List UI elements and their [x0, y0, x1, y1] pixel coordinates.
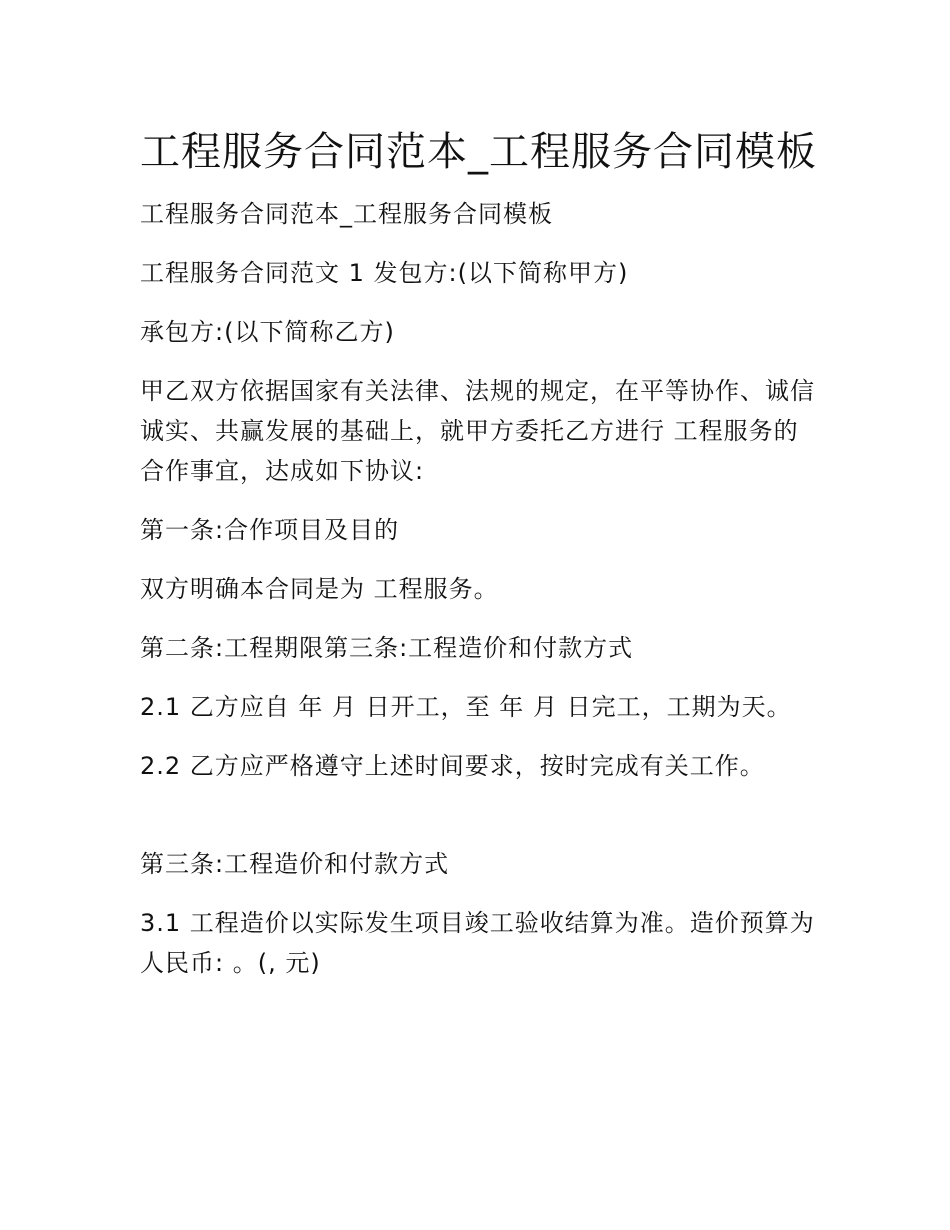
article-2-heading: 第二条:工程期限第三条:工程造价和付款方式: [140, 634, 634, 662]
document-title: 工程服务合同范本_工程服务合同模板: [140, 129, 817, 175]
clause-3-1: 3.1 工程造价以实际发生项目竣工验收结算为准。造价预算为 人民币: 。(, 元): [140, 909, 824, 977]
article-3-heading: 第三条:工程造价和付款方式: [140, 850, 450, 878]
clause-2-1: 2.1 乙方应自 年 月 日开工，至 年 月 日完工，工期为天。: [140, 693, 792, 721]
contractee-party-line: 承包方:(以下简称乙方): [140, 318, 395, 346]
article-1-body: 双方明确本合同是为 工程服务。: [140, 575, 499, 603]
clause-2-2: 2.2 乙方应严格遵守上述时间要求，按时完成有关工作。: [140, 752, 765, 780]
article-1-heading: 第一条:合作项目及目的: [140, 516, 400, 544]
document-page: [140, 124, 824, 1002]
contractor-party-line: 工程服务合同范文 1 发包方:(以下简称甲方): [140, 259, 629, 287]
preamble-paragraph: 甲乙双方依据国家有关法律、法规的规定，在平等协作、诚信诚实、共赢发展的基础上，就甲方委托乙方进行 工程服务的合作事宜，达成如下协议:: [140, 377, 815, 485]
subtitle-paragraph: 工程服务合同范本_工程服务合同模板: [140, 200, 553, 228]
